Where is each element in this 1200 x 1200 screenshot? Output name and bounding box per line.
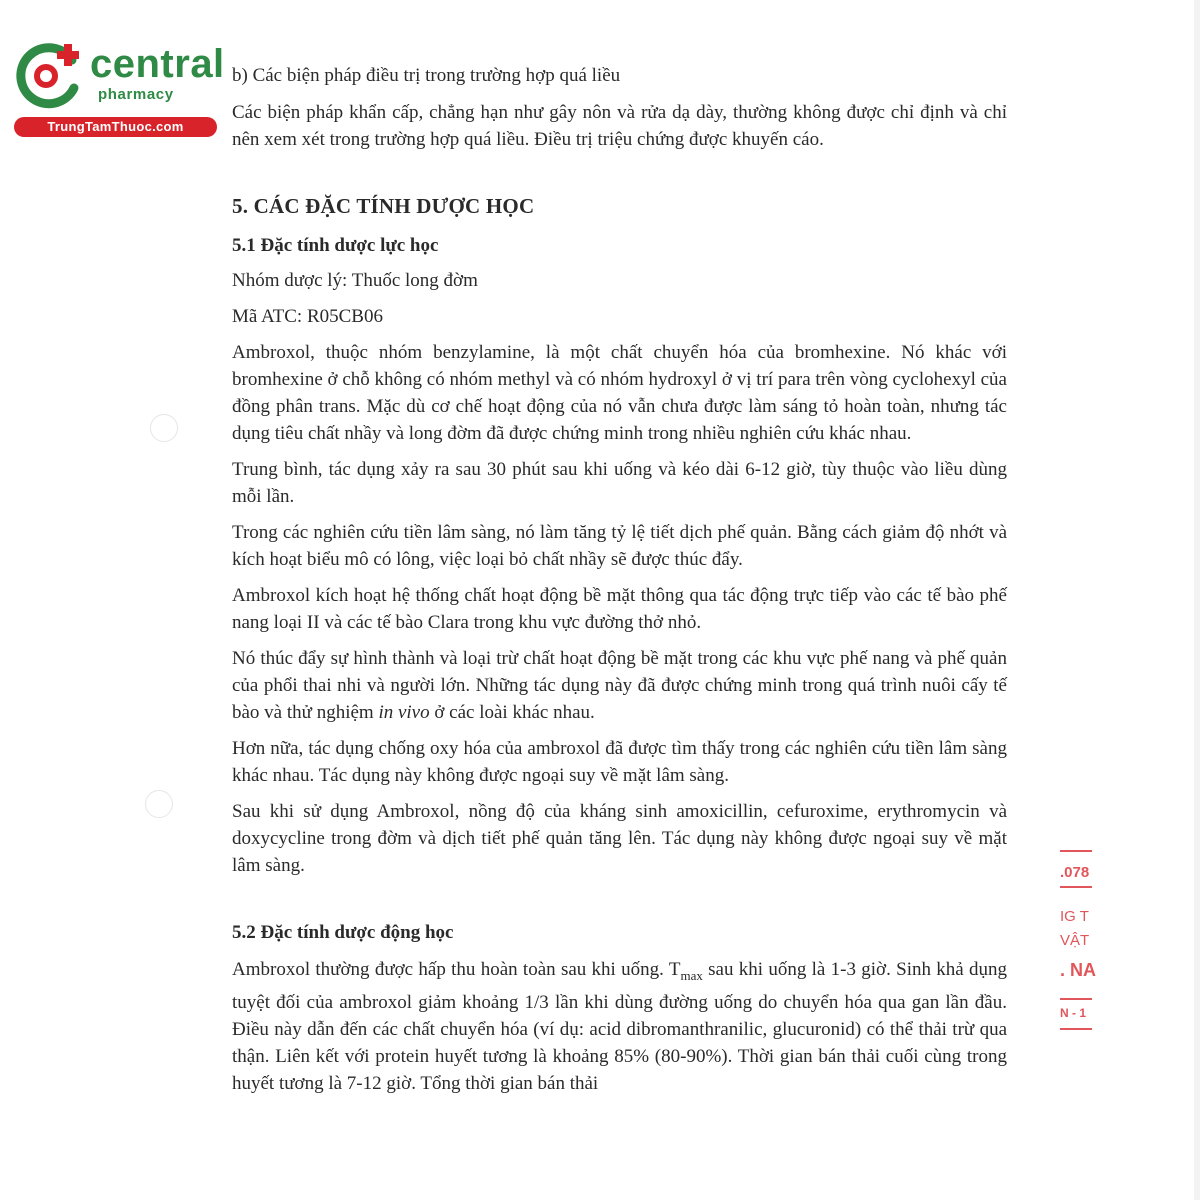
tmax-subscript: max — [680, 967, 703, 983]
stamp-rule — [1060, 1028, 1092, 1030]
pharmacy-cross-icon — [12, 38, 88, 114]
red-stamp-fragment — [1060, 850, 1100, 1040]
logo-name: central — [90, 42, 225, 86]
atc-code: Mã ATC: R05CB06 — [232, 306, 383, 327]
paragraph-surfactant: Ambroxol kích hoạt hệ thống chất hoạt động bề mặt thông qua tác động trực tiếp vào các tế bào phế nang loại II và các tế bào Clara trong khu vực đường thở nhỏ. — [232, 585, 1007, 633]
stamp-text: VẬT — [1060, 932, 1090, 949]
central-pharmacy-logo — [8, 34, 223, 139]
paragraph-preclinical: Trong các nghiên cứu tiền lâm sàng, nó làm tăng tỷ lệ tiết dịch phế quản. Bằng cách giảm độ nhớt và kích hoạt biểu mô có lông, việc loại bỏ chất nhầy sẽ được thúc đẩy. — [232, 522, 1007, 570]
paragraph-text: Nó thúc đẩy sự hình thành và loại trừ chất hoạt động bề mặt trong các khu vực phế nang và phế quản của phổi thai nhi và người lớn. Những tác dụng này đã được chứng minh trong quá trình nuôi cấy tế bào và thử nghiệm — [232, 648, 1007, 723]
stamp-text: .078 — [1060, 864, 1090, 881]
stamp-rule — [1060, 886, 1092, 888]
paragraph-surfactant-formation — [232, 645, 1007, 726]
punch-hole-top — [150, 414, 178, 442]
stamp-text: . NA — [1060, 960, 1096, 980]
subsection-pharmacokinetics-title: 5.2 Đặc tính dược động học — [232, 922, 454, 943]
stamp-rule — [1060, 850, 1092, 852]
section-title: 5. CÁC ĐẶC TÍNH DƯỢC HỌC — [232, 194, 535, 218]
paragraph-ambroxol-description: Ambroxol, thuộc nhóm benzylamine, là một chất chuyển hóa của bromhexine. Nó khác với bromhexine ở chỗ không có nhóm methyl và có nhóm hydroxyl ở vị trí para trên vòng cyclohexyl của đồng phân trans. Mặc dù cơ chế hoạt động của nó vẫn chưa được làm sáng tỏ hoàn toàn, nhưng tác dụng tiêu chất nhầy và long đờm đã được chứng minh trong nhiều nghiên cứu khác nhau. — [232, 342, 1007, 444]
logo-url-badge: TrungTamThuoc.com — [14, 117, 217, 137]
overdose-paragraph: Các biện pháp khẩn cấp, chẳng hạn như gây nôn và rửa dạ dày, thường không được chỉ định và chỉ nên xem xét trong trường hợp quá liều. Điều trị triệu chứng được khuyến cáo. — [232, 102, 1007, 150]
paragraph-text: sau khi uống là 1-3 giờ. Sinh khả dụng tuyệt đối của ambroxol giảm khoảng 1/3 lần khi dùng đường uống do chuyển hóa qua gan lần đầu. Điều này dẫn đến các chất chuyển hóa (ví dụ: acid dibromanthranilic, glucuronid) có thể thải trừ qua thận. Liên kết với protein huyết tương là khoảng 85% (80-90%). Thời gian bán thải cuối cùng trong huyết tương là 7-12 giờ. Tổng thời gian bán thải — [232, 959, 1008, 1094]
subsection-pharmacodynamics-title: 5.1 Đặc tính dược lực học — [232, 235, 439, 256]
punch-hole-bottom — [145, 790, 173, 818]
stamp-text: N - 1 — [1060, 1006, 1087, 1020]
overdose-heading: b) Các biện pháp điều trị trong trường hợp quá liều — [232, 65, 621, 86]
paragraph-text: Ambroxol thường được hấp thu hoàn toàn sau khi uống. T — [232, 959, 681, 980]
paragraph-absorption — [232, 956, 1007, 1097]
stamp-text: IG T — [1060, 908, 1089, 925]
paragraph-onset: Trung bình, tác dụng xảy ra sau 30 phút sau khi uống và kéo dài 6-12 giờ, tùy thuộc vào liều dùng mỗi lần. — [232, 459, 1007, 507]
stamp-rule — [1060, 998, 1092, 1000]
paragraph-antibiotics: Sau khi sử dụng Ambroxol, nồng độ của kháng sinh amoxicillin, cefuroxime, erythromycin và doxycycline trong đờm và dịch tiết phế quản tăng lên. Tác dụng này không được ngoại suy về mặt lâm sàng. — [232, 801, 1007, 876]
paragraph-text: ở các loài khác nhau. — [429, 702, 595, 723]
in-vivo-text: in vivo — [378, 702, 430, 723]
logo-subtitle: pharmacy — [98, 86, 174, 103]
page-edge-shadow — [1194, 0, 1200, 1200]
pharmacological-group: Nhóm dược lý: Thuốc long đờm — [232, 270, 478, 291]
paragraph-antioxidant: Hơn nữa, tác dụng chống oxy hóa của ambroxol đã được tìm thấy trong các nghiên cứu tiền lâm sàng khác nhau. Tác dụng này không được ngoại suy về mặt lâm sàng. — [232, 738, 1007, 786]
document-body — [232, 62, 1007, 1106]
